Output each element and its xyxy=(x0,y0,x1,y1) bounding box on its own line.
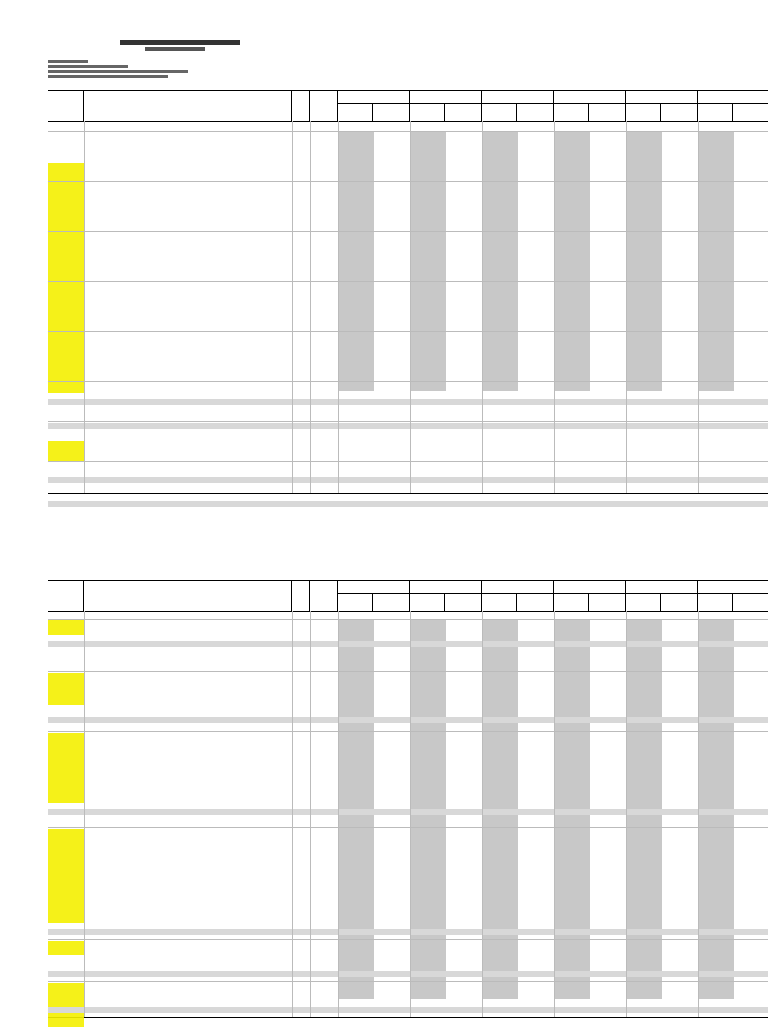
yellow-column-band xyxy=(48,163,84,393)
subtotal-row xyxy=(48,641,768,647)
header-group xyxy=(338,91,410,121)
header-group xyxy=(554,91,626,121)
header-group xyxy=(338,581,410,611)
yellow-column-band xyxy=(48,983,84,1027)
table-header xyxy=(48,581,768,612)
subtotal-row xyxy=(48,717,768,723)
yellow-column-band xyxy=(48,619,84,635)
subtotal-row xyxy=(48,929,768,935)
subtotal-row xyxy=(48,809,768,815)
yellow-column-band xyxy=(48,673,84,705)
header-col-description xyxy=(84,581,292,611)
table-sheet-2 xyxy=(48,580,768,1018)
header-group xyxy=(410,91,482,121)
meta-block xyxy=(48,60,208,80)
subtotal-row xyxy=(48,501,768,507)
header-group xyxy=(626,581,698,611)
header-col-description xyxy=(84,91,292,121)
yellow-column-band xyxy=(48,733,84,803)
yellow-column-band xyxy=(48,941,84,955)
header-col-price xyxy=(310,91,338,121)
subtotal-row xyxy=(48,1007,768,1013)
gray-column-band xyxy=(482,131,518,391)
header-group xyxy=(698,581,768,611)
header-group xyxy=(410,581,482,611)
header-col-unit xyxy=(292,581,310,611)
table-header xyxy=(48,91,768,122)
gray-column-band xyxy=(554,131,590,391)
yellow-column-band xyxy=(48,441,84,461)
table-sheet-1 xyxy=(48,90,768,494)
gray-column-band xyxy=(410,131,446,391)
gray-column-band xyxy=(698,131,734,391)
header-col-no xyxy=(48,91,84,121)
header-group xyxy=(698,91,768,121)
document-title xyxy=(120,40,240,45)
subtotal-row xyxy=(48,399,768,405)
header-group xyxy=(482,91,554,121)
gray-column-band xyxy=(626,131,662,391)
document-subtitle xyxy=(145,47,205,51)
header-col-no xyxy=(48,581,84,611)
header-group xyxy=(626,91,698,121)
header-group xyxy=(554,581,626,611)
subtotal-row xyxy=(48,971,768,977)
gray-column-band xyxy=(338,131,374,391)
subtotal-row xyxy=(48,477,768,483)
yellow-column-band xyxy=(48,829,84,923)
table-body xyxy=(48,121,768,493)
subtotal-row xyxy=(48,423,768,429)
header-col-price xyxy=(310,581,338,611)
header-group xyxy=(482,581,554,611)
header-col-unit xyxy=(292,91,310,121)
table-body xyxy=(48,611,768,1017)
